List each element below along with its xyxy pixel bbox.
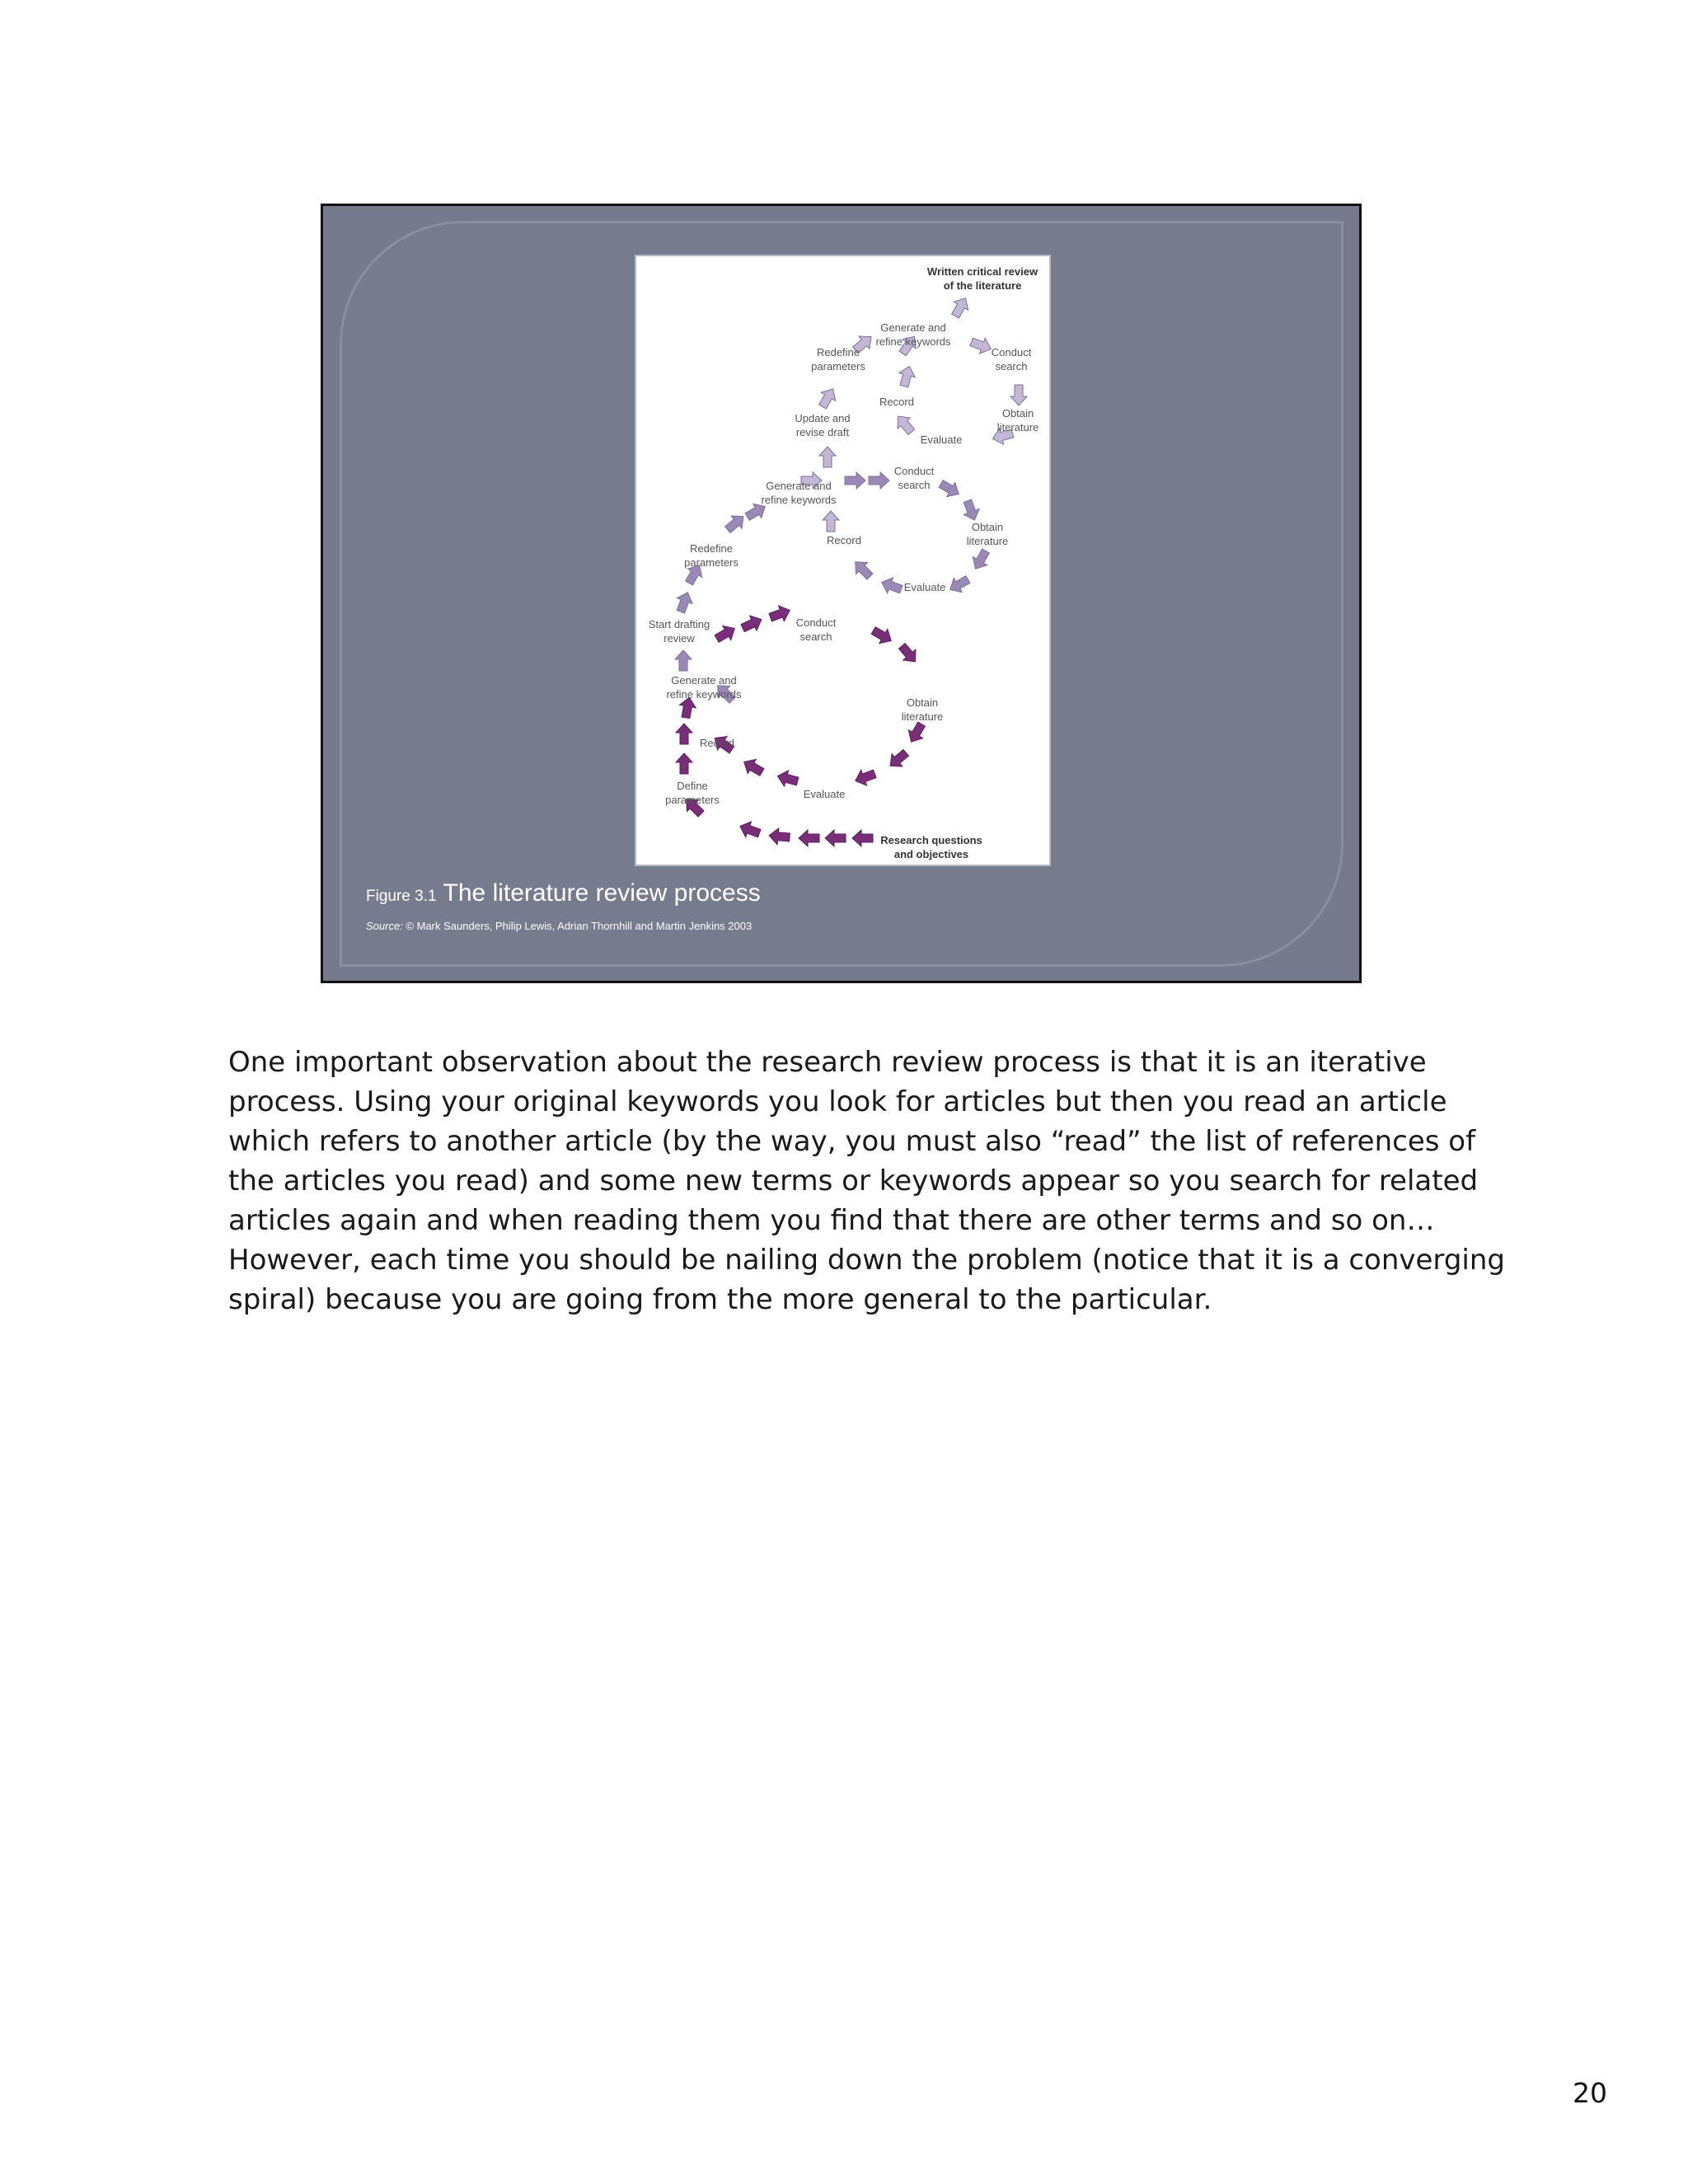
label-obtain-literature-2: Obtain literature xyxy=(966,521,1009,547)
label-evaluate-3: Evaluate xyxy=(920,434,963,446)
spiral-arrow-icon xyxy=(968,547,993,574)
figure-source xyxy=(366,920,752,932)
label-evaluate-1: Evaluate xyxy=(803,788,846,800)
spiral-arrow-icon xyxy=(896,364,917,388)
label-research-questions: Research questions and objectives xyxy=(880,834,982,860)
label-generate-keywords-3: Generate and refine keywords xyxy=(875,321,951,348)
body-line: the articles you read) and some new terms or keywords appear so you search for related xyxy=(228,1165,1479,1197)
spiral-arrow-icon xyxy=(948,294,973,321)
source-text: © Mark Saunders, Philip Lewis, Adrian Thornhill and Martin Jenkins 2003 xyxy=(406,920,753,932)
spiral-arrow-icon xyxy=(739,612,765,635)
literature-review-diagram xyxy=(635,255,1051,866)
spiral-arrow-icon xyxy=(675,650,692,671)
spiral-arrow-icon xyxy=(722,510,748,536)
figure-title: The literature review process xyxy=(443,879,761,907)
body-line: However, each time you should be nailing down the problem (notice that it is a converging xyxy=(228,1244,1505,1277)
spiral-arrow-icon xyxy=(845,472,865,489)
figure-caption xyxy=(366,879,761,907)
label-conduct-search-1: Conduct search xyxy=(795,616,837,643)
label-redefine-parameters-1: Redefine parameters xyxy=(684,542,738,569)
label-generate-keywords-1: Generate and refine keywords xyxy=(666,674,742,701)
label-evaluate-2: Evaluate xyxy=(903,581,946,593)
spiral-arrow-icon xyxy=(1010,385,1027,405)
spiral-arrow-icon xyxy=(879,574,903,597)
label-generate-keywords-2: Generate and refine keywords xyxy=(761,480,837,506)
spiral-arrow-icon xyxy=(823,511,839,532)
label-record-2: Record xyxy=(827,534,861,546)
body-line: spiral) because you are going from the more general to the particular. xyxy=(228,1283,1212,1316)
spiral-arrow-icon xyxy=(767,602,792,625)
spiral-arrow-icon xyxy=(937,476,964,501)
body-line: process. Using your original keywords you look for articles but then you read an article xyxy=(228,1085,1447,1118)
body-line: One important observation about the research review process is that it is an iterative xyxy=(228,1046,1427,1079)
spiral-arrow-icon xyxy=(852,766,877,788)
label-obtain-literature-3: Obtain literature xyxy=(996,407,1039,434)
spiral-arrow-icon xyxy=(852,830,873,846)
label-record-3: Record xyxy=(879,396,914,408)
spiral-arrow-icon xyxy=(737,818,762,841)
label-conduct-search-2: Conduct search xyxy=(893,465,935,491)
spiral-arrow-icon xyxy=(776,768,799,790)
body-line: articles again and when reading them you find that there are other terms and so on… xyxy=(228,1204,1435,1237)
source-label: Source: xyxy=(366,920,403,932)
spiral-arrow-icon xyxy=(885,747,912,772)
spiral-arrow-icon xyxy=(825,830,846,846)
label-obtain-literature-1: Obtain literature xyxy=(901,696,944,723)
spiral-arrow-icon xyxy=(713,621,739,646)
label-redefine-parameters-2: Redefine parameters xyxy=(811,346,865,373)
spiral-arrow-icon xyxy=(819,447,836,467)
label-update-revise-draft: Update and revise draft xyxy=(795,412,851,438)
figure-number: Figure 3.1 xyxy=(366,888,437,905)
spiral-arrow-icon xyxy=(892,411,917,438)
spiral-arrow-icon xyxy=(815,385,840,411)
spiral-arrow-icon xyxy=(968,334,993,356)
spiral-arrow-icon xyxy=(676,724,692,744)
spiral-arrow-icon xyxy=(768,827,790,846)
label-conduct-search-3: Conduct search xyxy=(991,346,1032,373)
body-paragraph xyxy=(228,1043,1505,1319)
label-define-parameters: Define parameters xyxy=(665,780,720,806)
body-line: which refers to another article (by the way, you must also “read” the list of references of xyxy=(228,1125,1476,1158)
label-written-review: Written critical review of the literature xyxy=(926,265,1039,292)
spiral-arrow-icon xyxy=(870,623,896,648)
label-start-drafting-review: Start drafting review xyxy=(648,618,710,644)
spiral-arrow-icon xyxy=(799,830,819,846)
spiral-arrow-icon xyxy=(904,720,929,747)
spiral-arrow-icon xyxy=(946,572,973,597)
spiral-arrow-icon xyxy=(896,640,921,667)
page-number: 20 xyxy=(1573,2077,1607,2109)
spiral-arrow-icon xyxy=(869,472,889,489)
spiral-arrow-icon xyxy=(676,753,692,774)
spiral-arrow-icon xyxy=(673,589,695,614)
label-record-1: Record xyxy=(700,737,734,749)
slide-image xyxy=(321,204,1362,983)
spiral-arrow-icon xyxy=(740,755,767,780)
spiral-arrow-icon xyxy=(850,556,876,583)
